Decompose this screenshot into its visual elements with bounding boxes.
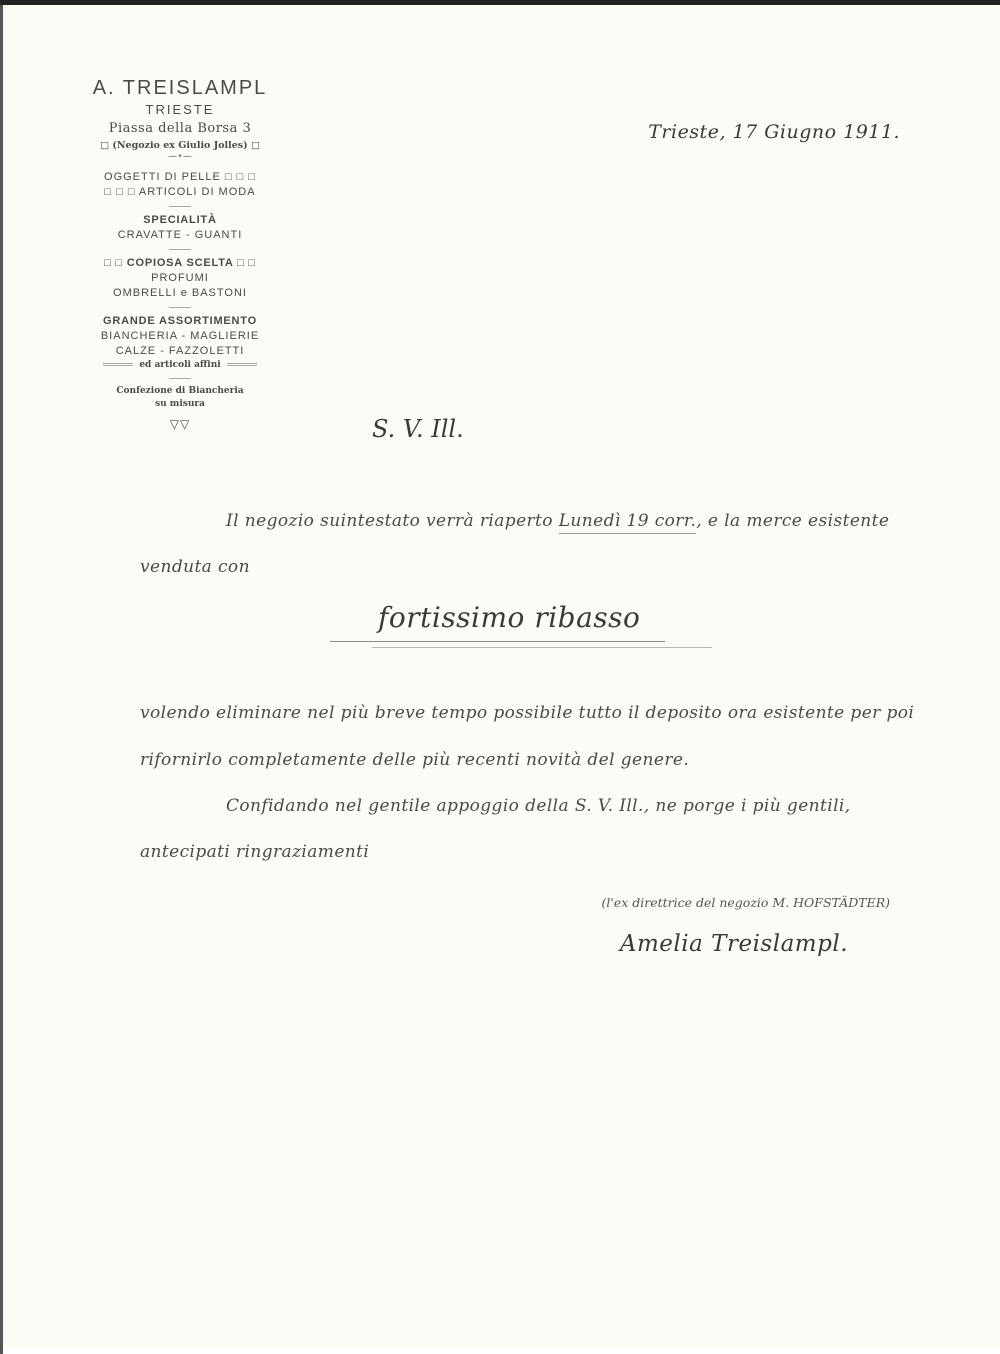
divider — [169, 378, 191, 379]
signature: Amelia Treislampl. — [619, 931, 848, 957]
headline: fortissimo ribasso — [378, 601, 641, 634]
divider — [169, 249, 191, 250]
former-director-note: (l'ex direttrice del negozio M. HOFSTÄDTER) — [601, 895, 890, 910]
divider — [169, 307, 191, 308]
assortimento-line-3 — [80, 359, 280, 372]
assortimento-line-2: CALZE - FAZZOLETTI — [115, 345, 245, 357]
confezione-line-2: su misura — [155, 399, 205, 409]
paragraph-1-line-2: venduta con — [140, 557, 250, 577]
copiosa-line-2: OMBRELLI e BASTONI — [113, 287, 247, 299]
former-shop-note: □ (Negozio ex Giulio Jolles) □ — [100, 140, 260, 151]
copiosa-title: □ □ COPIOSA SCELTA □ □ — [104, 257, 256, 269]
paragraph-1-line-1 — [226, 511, 889, 531]
assortimento-line-1: BIANCHERIA - MAGLIERIE — [100, 330, 260, 342]
paragraph-3-line-1: Confidando nel gentile appoggio della S. V. Ill., ne porge i più gentili, — [226, 796, 851, 816]
confezione-line-1: Confezione di Biancheria — [116, 386, 244, 396]
divider — [169, 206, 191, 207]
letter-date: Trieste, 17 Giugno 1911. — [648, 121, 900, 143]
paragraph-2-line-1: volendo eliminare nel più breve tempo possibile tutto il deposito ora esistente per poi — [140, 703, 915, 723]
letterhead — [80, 77, 280, 431]
company-city: TRIESTE — [145, 102, 215, 117]
copiosa-line-1: PROFUMI — [151, 272, 209, 284]
paragraph-2-line-2: rifornirlo completamente delle più recenti novità del genere. — [140, 750, 690, 770]
specialita-items: CRAVATTE - GUANTI — [117, 229, 243, 241]
goods-line-2: □ □ □ ARTICOLI DI MODA — [104, 186, 256, 198]
assortimento-line-3-text: ed articoli affini — [139, 360, 221, 370]
p1-start: Il negozio suintestato verrà riaperto — [226, 511, 553, 531]
specialita-title: SPECIALITÀ — [143, 214, 217, 226]
paragraph-3-line-2: antecipati ringraziamenti — [140, 842, 370, 862]
vv-mark: ▽▽ — [169, 417, 191, 431]
headline-rule-2 — [372, 647, 712, 648]
company-name: A. TREISLAMPL — [92, 77, 268, 99]
company-address: Piassa della Borsa 3 — [108, 121, 252, 136]
p1-underlined-date: Lunedì 19 corr. — [559, 511, 697, 534]
p1-end: , e la merce esistente — [696, 511, 890, 531]
headline-rule — [330, 641, 665, 642]
goods-line-1: OGGETTI DI PELLE □ □ □ — [104, 171, 256, 183]
assortimento-title: GRANDE ASSORTIMENTO — [103, 315, 257, 327]
page-edge — [0, 5, 3, 1354]
ornament: —•— — [168, 152, 192, 162]
salutation: S. V. Ill. — [372, 415, 464, 443]
